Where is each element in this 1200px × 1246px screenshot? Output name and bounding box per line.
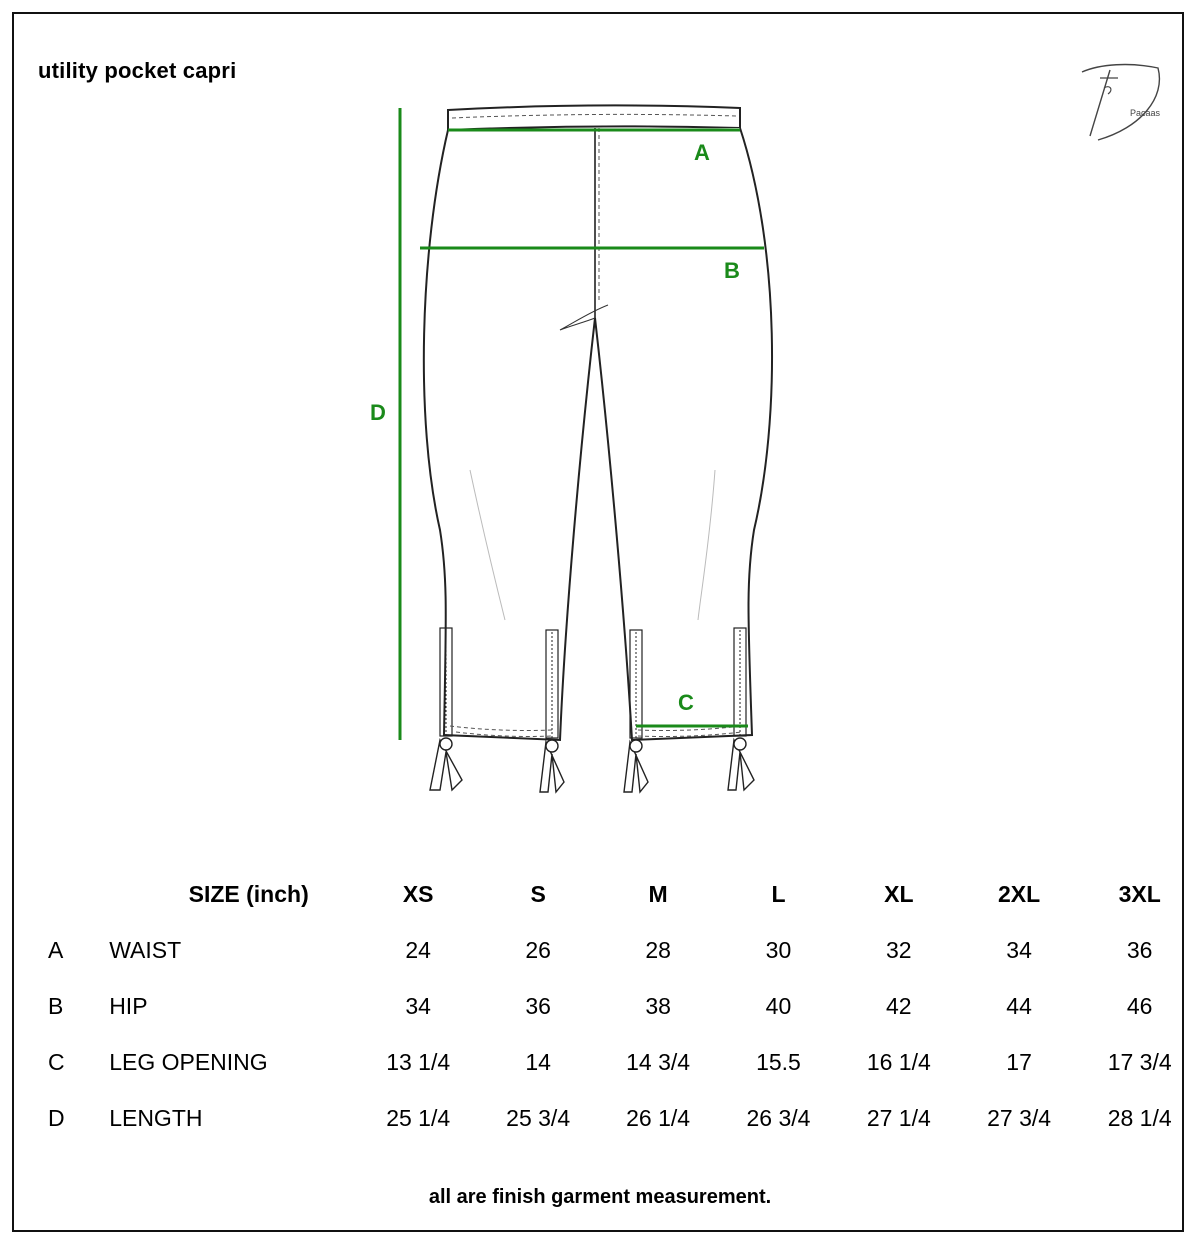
signature-logo-icon [1070, 58, 1170, 148]
size-header: 3XL [1118, 880, 1161, 907]
size-header: M [648, 880, 668, 907]
table-row-waist [40, 922, 1200, 978]
table-cell: 14 3/4 [626, 1048, 691, 1075]
table-cell: 16 1/4 [866, 1048, 931, 1075]
logo-text: Pacaas [1130, 108, 1161, 118]
size-header: XL [884, 880, 914, 907]
table-cell: 28 [645, 936, 671, 963]
size-header: 2XL [997, 880, 1041, 907]
table-cell: 24 [405, 936, 431, 963]
size-chart-table [40, 866, 1200, 1146]
label-d: D [370, 400, 386, 425]
table-cell: 40 [765, 992, 792, 1019]
table-cell: 34 [405, 992, 431, 1019]
row-name: LEG OPENING [109, 1048, 268, 1075]
size-header-row [40, 866, 1200, 922]
table-cell: 17 [1006, 1048, 1032, 1075]
table-cell: 27 1/4 [866, 1104, 931, 1131]
table-cell: 30 [765, 936, 792, 963]
table-cell: 26 3/4 [746, 1104, 811, 1131]
row-name: LENGTH [109, 1104, 203, 1131]
table-cell: 36 [525, 992, 551, 1019]
table-cell: 27 3/4 [987, 1104, 1052, 1131]
table-cell: 32 [886, 936, 912, 963]
table-cell: 25 1/4 [386, 1104, 451, 1131]
size-header: L [771, 880, 786, 907]
row-name: HIP [109, 992, 148, 1019]
table-cell: 14 [525, 1048, 551, 1075]
label-c: C [678, 690, 694, 715]
table-cell: 15.5 [756, 1048, 801, 1075]
table-cell: 26 [525, 936, 551, 963]
size-header: XS [402, 880, 434, 907]
table-cell: 25 3/4 [506, 1104, 571, 1131]
row-code: C [48, 1048, 65, 1075]
label-a: A [694, 140, 710, 165]
table-cell: 38 [645, 992, 671, 1019]
table-cell: 46 [1126, 992, 1153, 1019]
row-code: D [48, 1104, 65, 1131]
label-b: B [724, 258, 740, 283]
size-header: S [530, 880, 546, 907]
table-cell: 28 1/4 [1107, 1104, 1172, 1131]
table-row-hip [40, 978, 1200, 1034]
page-title: utility pocket capri [38, 58, 237, 83]
table-row-length [40, 1090, 1200, 1146]
row-name: WAIST [109, 936, 182, 963]
size-header-label: SIZE (inch) [188, 880, 309, 907]
table-row-leg-opening [40, 1034, 1200, 1090]
row-code: B [48, 992, 64, 1019]
table-cell: 34 [1006, 936, 1032, 963]
table-cell: 36 [1126, 936, 1153, 963]
capri-diagram [360, 100, 790, 800]
footnote: all are finish garment measurement. [428, 1186, 772, 1208]
row-code: A [48, 936, 64, 963]
table-cell: 42 [886, 992, 912, 1019]
table-cell: 44 [1006, 992, 1032, 1019]
table-cell: 13 1/4 [386, 1048, 451, 1075]
table-cell: 17 3/4 [1107, 1048, 1172, 1075]
table-cell: 26 1/4 [626, 1104, 691, 1131]
